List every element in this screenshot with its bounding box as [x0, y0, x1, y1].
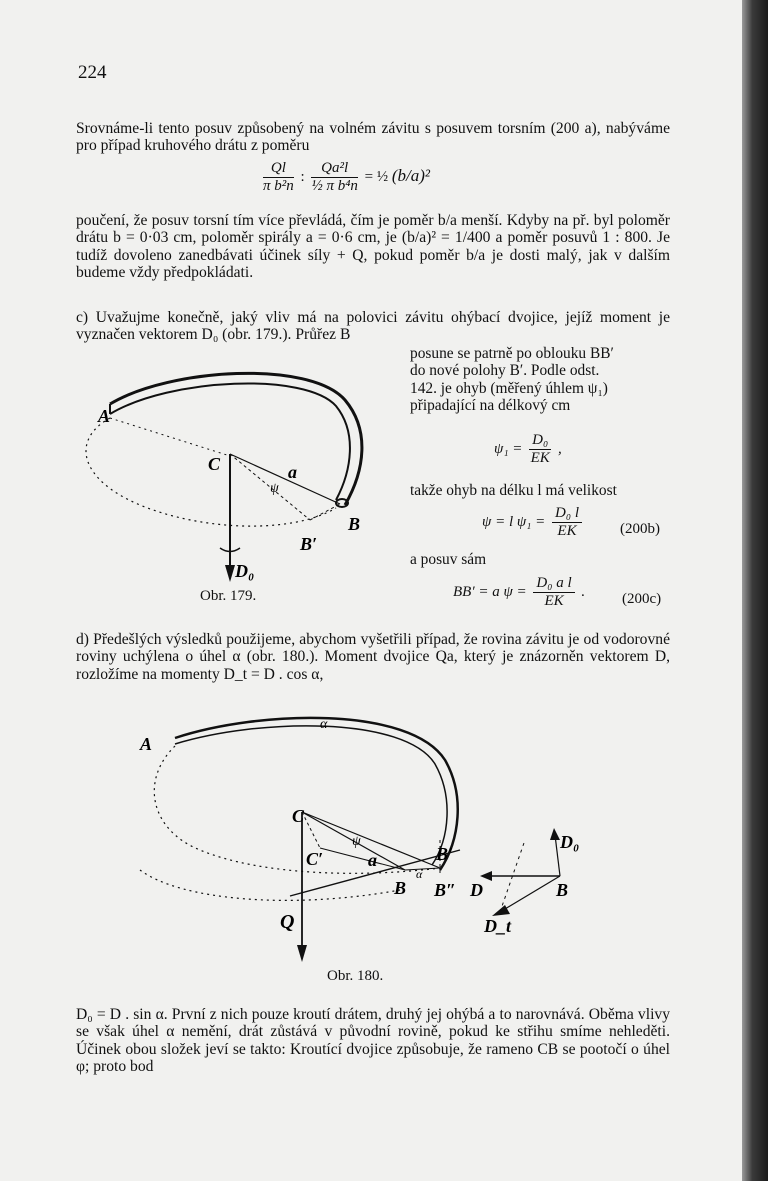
paragraph-2: poučení, že posuv torsní tím více převládá, čím je poměr b/a menší. Kdyby na př. byl poloměr drátu b = 0·03 cm, poloměr spirály a = 0·6 cm, je (b/a)² = 1/400 a poměr posuvů 1 : 800. Je tudíž dovoleno zanedbávati účinek síly + Q, pokud poměr b/a je dosti malý, jak v dalším budeme vždy předpokládati.	[76, 212, 670, 282]
eq200b-num: D₀ l	[552, 505, 582, 523]
eq200b-fraction	[552, 505, 582, 540]
line-cpb	[320, 848, 405, 870]
eq200c-fraction	[533, 575, 574, 610]
vector-dt	[500, 876, 560, 912]
label-C: C	[292, 806, 305, 826]
colon-sign: :	[300, 168, 305, 185]
equation-psi1	[494, 432, 562, 467]
psi1-den: EK	[530, 450, 550, 466]
fraction-2	[311, 160, 357, 195]
label-B: B	[394, 878, 407, 898]
equation-200b	[482, 505, 585, 540]
label-psi: ψ	[352, 834, 361, 849]
vector-q-arrowhead	[297, 945, 307, 962]
eq200c-den: EK	[544, 593, 564, 609]
caption-180: Obr. 180.	[327, 968, 384, 984]
fraction-2-den: ½ π b⁴n	[311, 178, 358, 194]
label-alpha-small: α	[416, 867, 423, 881]
label-200b: (200b)	[620, 521, 660, 537]
equation-200c	[453, 575, 585, 610]
half-factor: ½	[376, 168, 389, 185]
label-Bprime: B′	[436, 844, 454, 864]
label-A: A	[98, 406, 111, 426]
right-line-4: připadající na délkový cm	[410, 397, 571, 415]
fraction-2-num: Qa²l	[311, 160, 357, 178]
psi1-num: D₀	[529, 432, 551, 450]
eq200c-num: D₀ a l	[533, 575, 574, 593]
coil-inner-arc	[175, 726, 447, 865]
paragraph-5: D₀ = D . sin α. První z nich pouze kroutí drátem, druhý jej ohýbá a to narovnává. Oběma vlivy se však úhel α nemění, drát zůstává v původní rovině, pokud ke střihu smíme nehleděti. Účinek obou složek jeví se takto: Kroutící dvojice způsobuje, že rameno CB se pootočí o úhel φ; proto bod	[76, 1006, 670, 1076]
psi1-fraction	[529, 432, 551, 467]
equation-ratio	[260, 160, 430, 195]
label-A: A	[140, 734, 153, 754]
label-a: a	[368, 850, 377, 870]
label-Dt: D_t	[484, 916, 511, 936]
label-200c: (200c)	[622, 591, 662, 607]
paragraph-4: d) Předešlých výsledků použijeme, abychom vyšetřili případ, že rovina závitu je od vodorovné roviny uchýlena o úhel α (obr. 180.). Moment dvojice Qa, který je znázorněn vektorem D, rozložíme na momenty D_t = D . cos α,	[76, 631, 670, 683]
equals-sign: =	[364, 168, 374, 185]
figure-180	[120, 700, 600, 980]
label-psi: ψ	[270, 481, 279, 496]
eq200c-tail: .	[581, 583, 586, 600]
right-line-3: 142. je ohyb (měřený úhlem ψ₁)	[410, 379, 608, 397]
page-number: 224	[78, 62, 107, 83]
radius-cb	[230, 454, 340, 504]
label-B-right: B	[556, 880, 569, 900]
label-a: a	[288, 462, 297, 482]
paragraph-1: Srovnáme-li tento posuv způsobený na volném závitu s posuvem torsním (200 a), nabýváme pro případ kruhového drátu z poměru	[76, 120, 670, 155]
fraction-1	[263, 160, 294, 195]
eq200c-lhs: BB′ = a ψ =	[453, 583, 527, 600]
right-line-2: do nové polohy B′. Podle odst.	[410, 362, 600, 380]
fraction-1-den: π b²n	[263, 178, 294, 194]
label-D: D	[470, 880, 483, 900]
text-posuv: a posuv sám	[410, 551, 487, 568]
label-alpha-top: α	[320, 717, 328, 732]
vector-d0-arrowhead	[225, 565, 235, 582]
right-line-1: posune se patrně po oblouku BB′	[410, 345, 614, 362]
label-C: C	[208, 454, 221, 474]
label-Cprime: C′	[306, 849, 324, 869]
label-D0: D₀	[235, 561, 255, 581]
label-Bdoubleprime: B″	[434, 880, 456, 900]
dotted-radius-a	[110, 418, 230, 456]
figure-179	[70, 360, 410, 605]
dotted-projection	[140, 870, 400, 900]
text-takze: takže ohyb na délku l má velikost	[410, 482, 617, 499]
ratio-squared: (b/a)²	[391, 165, 431, 185]
label-Bprime: B′	[300, 534, 318, 554]
vector-d0-arrowhead	[550, 828, 560, 840]
paragraph-3-right	[410, 345, 672, 415]
eq200b-den: EK	[557, 523, 577, 539]
label-Q: Q	[280, 911, 295, 933]
book-page-edge	[742, 0, 768, 1181]
paragraph-3: c) Uvažujme konečně, jaký vliv má na polovici závitu ohýbací dvojice, jejíž moment je vyznačen vektorem D₀ (obr. 179.). Průřez B	[76, 309, 670, 344]
fraction-1-num: Ql	[263, 160, 294, 178]
label-D0: D₀	[560, 832, 580, 852]
psi1-tail: ,	[557, 440, 562, 457]
coil-outer-arc	[175, 718, 458, 870]
caption-179: Obr. 179.	[200, 588, 257, 604]
psi1-lhs: ψ₁ =	[494, 440, 523, 457]
label-B: B	[348, 514, 361, 534]
eq200b-lhs: ψ = l ψ₁ =	[482, 513, 546, 530]
coil-outer-arc	[110, 373, 362, 505]
